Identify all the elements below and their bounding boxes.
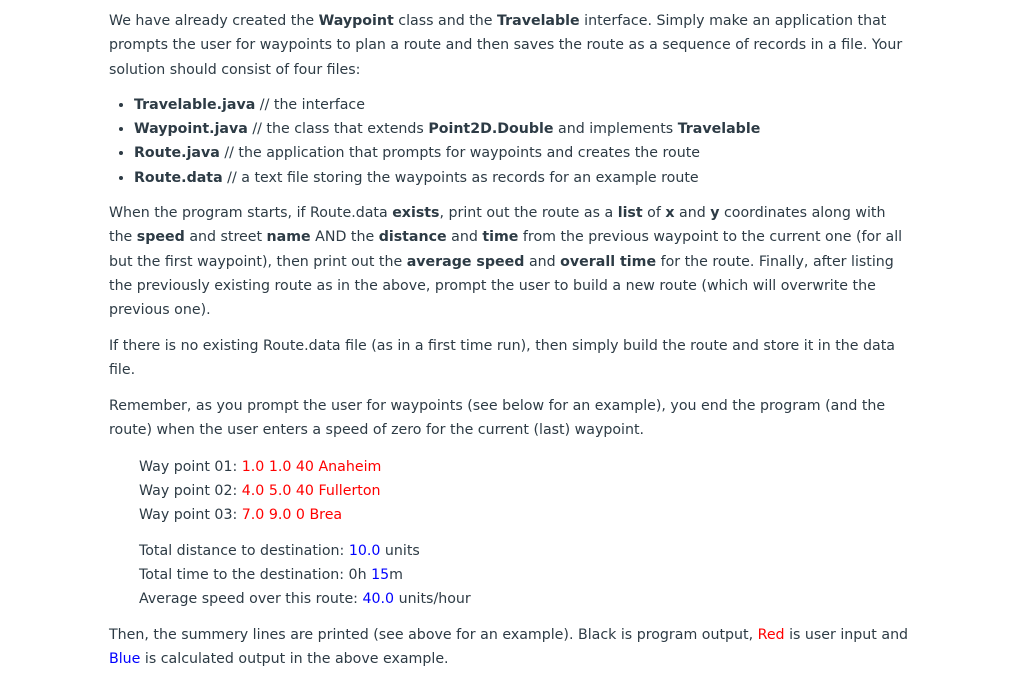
file-name: Route.data xyxy=(134,169,223,186)
class-name: Travelable xyxy=(677,121,761,138)
file-description: // the application that prompts for waypoints and creates the route xyxy=(219,145,700,162)
file-description: // the class that extends xyxy=(247,121,429,138)
intro-paragraph xyxy=(109,9,909,82)
file-description: // a text file storing the waypoints as records for an example route xyxy=(222,169,699,186)
calculated-value: 10.0 xyxy=(348,542,381,559)
waypoint-line xyxy=(139,503,909,527)
intro-text: We have already created the xyxy=(109,13,319,29)
file-description: and implements xyxy=(553,121,678,138)
list-item xyxy=(134,117,909,141)
calculated-value: 15 xyxy=(371,566,390,583)
user-input: 1.0 1.0 40 Anaheim xyxy=(241,458,382,475)
red-legend: Red xyxy=(757,626,785,643)
speed-line: Average speed over this route: 40.0 units/hour xyxy=(139,591,471,608)
list-item xyxy=(134,166,909,190)
file-name: Waypoint.java xyxy=(134,121,248,138)
calculated-value: 40.0 xyxy=(362,591,395,608)
file-name: Travelable.java xyxy=(134,96,256,113)
distance-line: Total distance to destination: 10.0 units xyxy=(139,542,420,559)
time-line: Total time to the destination: 0h 15m xyxy=(139,566,403,583)
intro-text: class and the xyxy=(393,13,498,29)
waypoint-prompt: Way point 02: xyxy=(139,483,242,500)
intro-text: interface. Simply make an application that prompts the user for waypoints to plan a route and then saves the route as a sequence of records in a file. Your solution should consist of four files: xyxy=(109,13,903,78)
user-input: 7.0 9.0 0 Brea xyxy=(241,507,343,524)
blue-legend: Blue xyxy=(109,650,141,667)
user-input: 4.0 5.0 40 Fullerton xyxy=(241,483,381,500)
waypoint-line xyxy=(139,455,909,479)
travelable-interface-name: Travelable xyxy=(497,13,580,29)
program-start-paragraph: When the program starts, if Route.data exists, print out the route as a list of x and y coordinates along with the speed and street name AND the distance and time from the previous waypoint to the current one (for all but the first waypoint), then print out the average speed and overall time for the route. Finally, after listing the previously existing route as in the above, prompt the user to build a new route (which will overwrite the previous one). xyxy=(109,205,903,319)
example-waypoints xyxy=(139,455,909,528)
waypoint-prompt: Way point 03: xyxy=(139,507,242,524)
summary-paragraph: Then, the summery lines are printed (see above for an example). Black is program output, Red is user input and Blue is calculated output in the above example. xyxy=(109,626,909,667)
file-name: Route.java xyxy=(134,145,220,162)
waypoint-prompt: Way point 01: xyxy=(139,458,242,475)
waypoint-class-name: Waypoint xyxy=(318,13,394,29)
list-item xyxy=(134,93,909,117)
list-item xyxy=(134,141,909,165)
remember-paragraph: Remember, as you prompt the user for waypoints (see below for an example), you end the program (and the route) when the user enters a speed of zero for the current (last) waypoint. xyxy=(109,398,886,439)
example-summary xyxy=(139,539,909,612)
waypoint-line xyxy=(139,479,909,503)
file-list xyxy=(109,93,909,190)
assignment-content xyxy=(109,9,909,671)
file-description: // the interface xyxy=(255,96,365,113)
class-name: Point2D.Double xyxy=(428,121,554,138)
no-existing-paragraph: If there is no existing Route.data file (as in a first time run), then simply build the route and store it in the data file. xyxy=(109,337,895,378)
